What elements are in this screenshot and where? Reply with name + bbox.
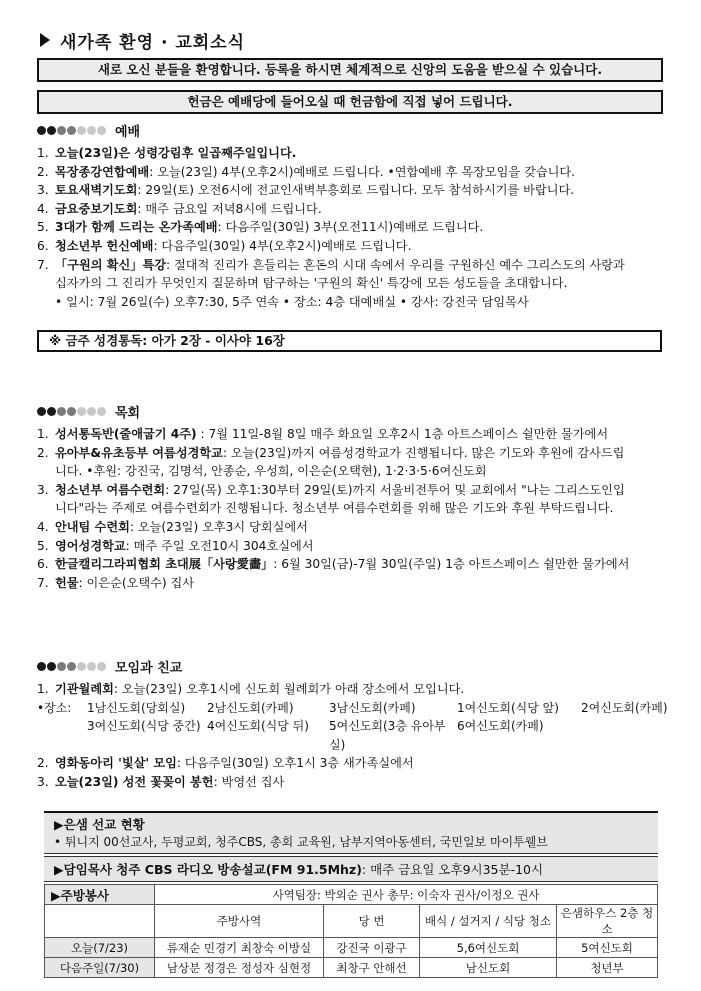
worship-list xyxy=(37,144,667,311)
location-grid xyxy=(87,699,691,755)
location-list xyxy=(37,699,667,755)
radio-time: : 매주 금요일 오후9시35분-10시 xyxy=(361,862,544,877)
title-text: 새가족 환영 · 교회소식 xyxy=(60,33,246,53)
list-item: 1. 성서통독반(줄애굽기 4주) : 7월 11일-8월 8일 매주 화요일 오후2시 1층 아트스페이스 쉴만한 물가에서 xyxy=(37,427,609,441)
service-leaders: 사역팀장: 박외순 권사 총무: 이숙자 권사/이정오 권사 xyxy=(155,885,658,905)
fellowship-list xyxy=(37,680,667,792)
list-item: 2. 유아부&유초등부 여름성경학교: 오늘(23일)까지 여름성경학교가 진행됩니다. 많은 기도와 후원에 감사드립 xyxy=(37,445,625,460)
radio-title: ▶담임목사 청주 CBS 라디오 방송설교(FM 91.5Mhz) xyxy=(54,862,362,877)
location-item: 1남신도회(당회실) xyxy=(87,700,186,715)
table-cell: 청년부 xyxy=(557,958,658,978)
section-heading-fellowship xyxy=(37,657,182,676)
table-cell: 오늘(7/23) xyxy=(45,938,155,958)
location-item: 5여신도회(3층 유아부실) xyxy=(329,719,446,752)
table-header xyxy=(45,905,658,938)
list-item: 4. 금요중보기도회: 매주 금요일 저녁8시에 드립니다. xyxy=(37,201,322,216)
table-cell: 강진국 이광구 xyxy=(324,938,420,958)
list-item: 6. 한글캘리그라피협회 초대展「사랑愛畵」: 6월 30일(금)-7월 30일(주일) 1층 아트스페이스 쉴만한 물가에서 xyxy=(37,557,630,572)
location-item: 3여신도회(식당 중간) xyxy=(87,719,201,734)
list-item: 7. 헌물: 이은순(오택수) 집사 xyxy=(37,575,195,590)
location-item: 2여신도회(카페) xyxy=(581,700,668,715)
list-item: 5. 3대가 함께 드리는 온가족예배: 다음주일(30일) 3부(오전11시)예배로 드립니다. xyxy=(37,220,484,235)
mission-body: • 튀니지 00선교사, 두평교회, 청주CBS, 총회 교육원, 남부지역아동센터, 국민일보 마이투웰브 xyxy=(44,833,658,853)
table-cell: 최창구 안해선 xyxy=(324,958,420,978)
dots-icon xyxy=(37,662,107,671)
column-header: 주방사역 xyxy=(155,905,324,938)
location-label: •장소: xyxy=(37,700,72,715)
list-item: 5. 영어성경학교: 매주 주일 오전10시 304호실에서 xyxy=(37,538,314,553)
list-item: 3. 토요새벽기도회: 29일(토) 오전6시에 전교인새벽부흥회로 드립니다. 모두 참석하시기를 바랍니다. xyxy=(37,183,575,198)
heading-text: 목회 xyxy=(115,406,141,421)
mission-block xyxy=(44,811,658,854)
list-item-continuation: 십자가의 그 진리가 무엇인지 질문하며 탐구하는 '구원의 확신' 특강에 모든 성도들을 초대합니다. xyxy=(55,276,568,291)
page-title xyxy=(40,28,245,53)
location-item: 1여신도회(식당 앞) xyxy=(457,700,559,715)
column-header: 배식 / 설거지 / 식당 청소 xyxy=(420,905,557,938)
table-cell: 5,6여신도회 xyxy=(420,938,557,958)
table-row xyxy=(45,938,658,958)
list-item: 1. 오늘(23일)은 성령강림후 일곱째주일입니다. xyxy=(37,146,297,160)
service-title: ▶주방봉사 xyxy=(45,885,155,905)
list-item: 7. 「구원의 확신」특강: 절대적 진리가 흔들리는 혼돈의 시대 속에서 우리를 구원하신 예수 그리스도의 사랑과 xyxy=(37,257,625,272)
list-item: 3. 청소년부 여름수련회: 27일(목) 오후1:30부터 29일(토)까지 서울비전투어 및 교회에서 "나는 그리스도인입 xyxy=(37,482,625,497)
ministry-list xyxy=(37,425,667,592)
section-heading-worship xyxy=(37,121,140,140)
location-item: 6여신도회(카페) xyxy=(457,719,544,734)
table-cell: 남신도회 xyxy=(420,958,557,978)
list-item-continuation: 니다. •후원: 강진국, 김명석, 안종순, 우성희, 이은순(오택현), 1·2·3·5·6여신도회 xyxy=(55,464,487,479)
arrow-icon xyxy=(40,33,50,47)
kitchen-service-block xyxy=(44,884,658,978)
dots-icon xyxy=(37,126,107,135)
welcome-banner: 새로 오신 분들을 환영합니다. 등록을 하시면 체계적으로 신앙의 도움을 받으실 수 있습니다. xyxy=(37,58,663,82)
kitchen-service-table xyxy=(44,884,658,978)
bible-reading-note: ※ 금주 성경통독: 아가 2장 - 이사야 16장 xyxy=(37,330,662,352)
dots-icon xyxy=(37,407,107,416)
location-item: 3남신도회(카페) xyxy=(329,700,416,715)
list-item-continuation: 니다"라는 주제로 여름수련회가 진행됩니다. 청소년부 여름수련회를 위해 많은 기도와 후원 부탁드립니다. xyxy=(55,501,614,516)
event-details: • 일시: 7월 26일(수) 오후7:30, 5주 연속 • 장소: 4층 대예배실 • 강사: 강진국 담임목사 xyxy=(55,294,529,309)
table-cell: 다음주일(7/30) xyxy=(45,958,155,978)
list-item: 2. 목장종강연합예배: 오늘(23일) 4부(오후2시)예배로 드립니다. •연합예배 후 목장모임을 갖습니다. xyxy=(37,164,576,179)
heading-text: 예배 xyxy=(115,125,141,140)
list-item: 1. 기관월례회: 오늘(23일) 오후1시에 신도회 월례회가 아래 장소에서 모입니다. xyxy=(37,682,465,696)
section-heading-ministry xyxy=(37,402,140,421)
column-header: 은샘하우스 2층 청소 xyxy=(557,905,658,938)
table-cell: 남상분 정경은 정성자 심현정 xyxy=(155,958,324,978)
location-item: 4여신도회(식당 뒤) xyxy=(207,719,309,734)
column-header: 당 번 xyxy=(324,905,420,938)
list-item: 2. 영화동아리 '빛살' 모임: 다음주일(30일) 오후1시 3층 새가족실에서 xyxy=(37,756,414,771)
mission-title: ▶은샘 선교 현황 xyxy=(44,813,658,833)
offering-banner: 헌금은 예배당에 들어오실 때 헌금함에 직접 넣어 드립니다. xyxy=(37,90,663,114)
list-item: 6. 청소년부 헌신예배: 다음주일(30일) 4부(오후2시)예배로 드립니다. xyxy=(37,238,412,253)
table-cell: 류재순 민경기 최창숙 이방실 xyxy=(155,938,324,958)
table-row xyxy=(45,958,658,978)
list-item: 3. 오늘(23일) 성전 꽃꽂이 봉헌: 박영선 집사 xyxy=(37,774,285,789)
table-cell: 5여신도회 xyxy=(557,938,658,958)
heading-text: 모임과 친교 xyxy=(115,661,183,676)
location-item: 2남신도회(카페) xyxy=(207,700,294,715)
radio-block xyxy=(44,856,658,882)
list-item: 4. 안내팀 수련회: 오늘(23일) 오후3시 당회실에서 xyxy=(37,519,308,534)
